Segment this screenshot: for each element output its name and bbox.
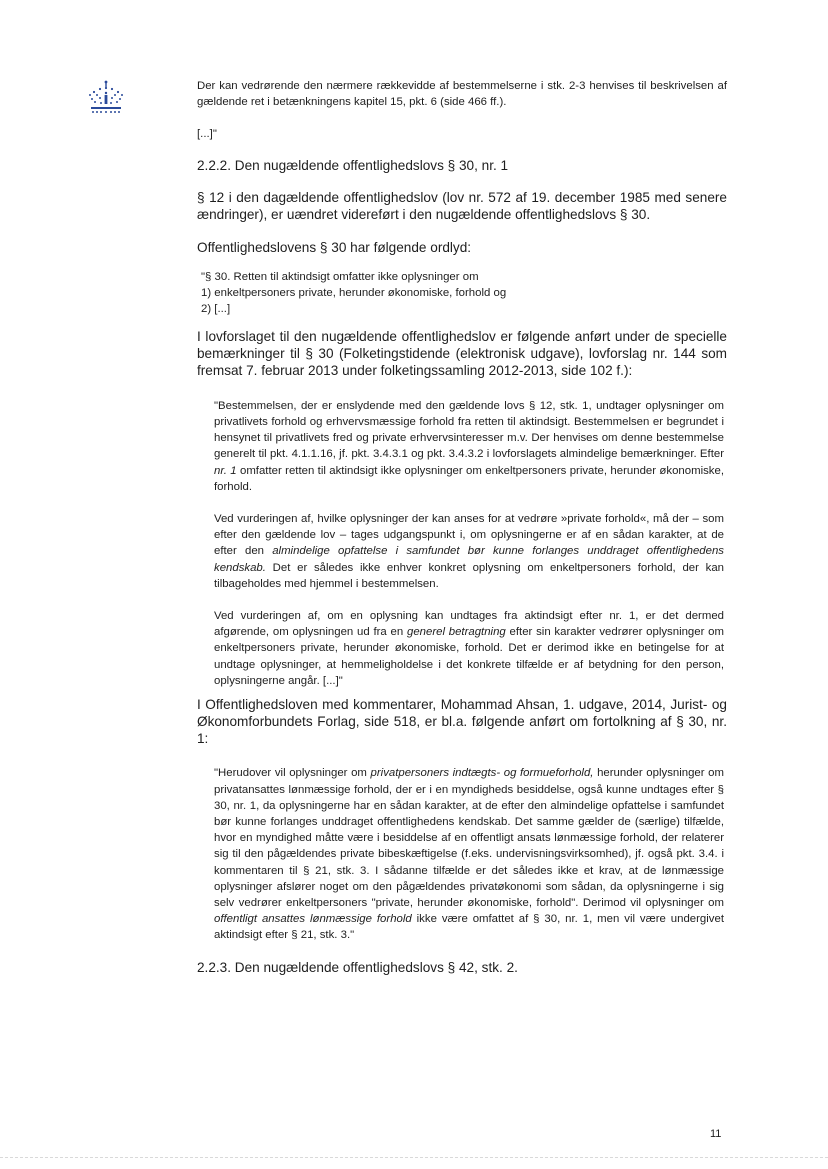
law-line: "§ 30. Retten til aktindsigt omfatter ikke oplysninger om [201, 270, 479, 283]
intro-quote: Der kan vedrørende den nærmere rækkevidde af bestemmelserne i stk. 2-3 henvises til beskrivelsen af gældende ret i betænkningens kapitel 15, pkt. 6 (side 466 ff.). [197, 80, 727, 109]
law-line: 2) [...] [201, 303, 231, 316]
commentary-quote [214, 765, 724, 943]
remarks-paragraph-3: Ved vurderingen af, om en oplysning kan undtages fra aktindsigt efter nr. 1, er det dermed afgørende, om oplysningen ud fra en generel betragtning efter sin karakter vedrører oplysninger om enkeltpersoners private, herunder økonomiske, forhold. Det er derimod ikke en betingelse for at undtage oplysninger, at hemmeligholdelse i det konkrete tilfælde er af betydning for den person, oplysningerne angår. [...]" [214, 610, 724, 687]
intro-ellipsis: [...]" [197, 128, 217, 141]
paragraph-section-12: § 12 i den dagældende offentlighedslov (lov nr. 572 af 19. december 1985 med senere ændringer), er uændret videreført i den nugældende offentlighedslovs § 30. [197, 190, 727, 223]
remarks-paragraph-1: "Bestemmelsen, der er enslydende med den gældende lovs § 12, stk. 1, undtager oplysninger om privatlivets forhold og erhvervsmæssige forhold fra retten til aktindsigt. Bestemmelsen er begrundet i hensynet til privatlivets fred og private erhvervsinteresser m.v. Der henvises om denne bestemmelse generelt til pkt. 4.1.1.16, jf. pkt. 3.4.3.1 og pkt. 3.4.3.2 i lovforslagets almindelige bemærkninger. Efter nr. 1 omfatter retten til aktindsigt ikke oplysninger om enkeltpersoners private, herunder økonomiske, forhold. [214, 399, 724, 493]
law-line: 1) enkeltpersoners private, herunder økonomiske, forhold og [201, 287, 507, 299]
commentary-paragraph: "Herudover vil oplysninger om privatpersoners indtægts- og formueforhold, herunder oplysninger om privatansattes lønmæssige forhold, der er i en myndigheds besiddelse, også kunne undtages efter § 30, nr. 1, da oplysningerne har en sådan karakter, at de efter den almindelige opfattelse i samfundet bør kunne forlanges unddraget offentlighedens kendskab. Det samme gælder de (særlige) tilfælde, hvor en myndighed måtte være i besiddelse af en offentligt ansats lønmæssige forhold, der relaterer sig til den pågældendes private bibeskæftigelse (f.eks. undervisningsvirksomhed), jf. også pkt. 3.4. i kommentaren til § 21, stk. 3. I sådanne tilfælde er det således ikke et krav, at de lønmæssige oplysninger afslører noget om den pågældendes privatøkonomi som sådan, da oplysningerne i sig selv vedrører enkeltpersoners "private, herunder økonomiske, forhold". Derimod vil oplysninger om offentligt ansattes lønmæssige forhold ikke være omfattet af § 30, nr. 1, men vil være undergivet aktindsigt efter § 21, stk. 3." [214, 767, 724, 942]
section-heading-2-2-3: 2.2.3. Den nugældende offentlighedslovs § 42, stk. 2. [197, 959, 518, 975]
page-bottom-divider [0, 1157, 828, 1158]
danish-crown-crest-icon [86, 80, 126, 116]
section-heading-2-2-2: 2.2.2. Den nugældende offentlighedslovs § 30, nr. 1 [197, 157, 509, 173]
remarks-quote [214, 398, 724, 689]
paragraph-ordlyd: Offentlighedslovens § 30 har følgende ordlyd: [197, 240, 472, 255]
law-text-quote [201, 269, 727, 318]
paragraph-lovforslag: I lovforslaget til den nugældende offentlighedslov er følgende anført under de specielle bemærkninger til § 30 (Folketingstidende (elektronisk udgave), lovforslag nr. 144 som fremsat 7. februar 2013 under folketingssamling 2012-2013, side 102 f.): [197, 329, 727, 378]
remarks-paragraph-2: Ved vurderingen af, hvilke oplysninger der kan anses for at vedrøre »private forhold«, må der – som efter den gældende lov – tages udgangspunkt i, om oplysningerne er af en sådan karakter, at de efter den almindelige opfattelse i samfundet bør kunne forlanges unddraget offentlighedens kendskab. Det er således ikke enhver konkret oplysning om enkeltpersoners forhold, der kan tilbageholdes med hjemmel i bestemmelsen. [214, 513, 725, 590]
document-body [197, 78, 727, 976]
page-number: 11 [710, 1128, 722, 1140]
paragraph-kommentar: I Offentlighedsloven med kommentarer, Mohammad Ahsan, 1. udgave, 2014, Jurist- og Økonomforbundets Forlag, side 518, er bl.a. følgende anført om fortolkning af § 30, nr. 1: [197, 697, 727, 746]
